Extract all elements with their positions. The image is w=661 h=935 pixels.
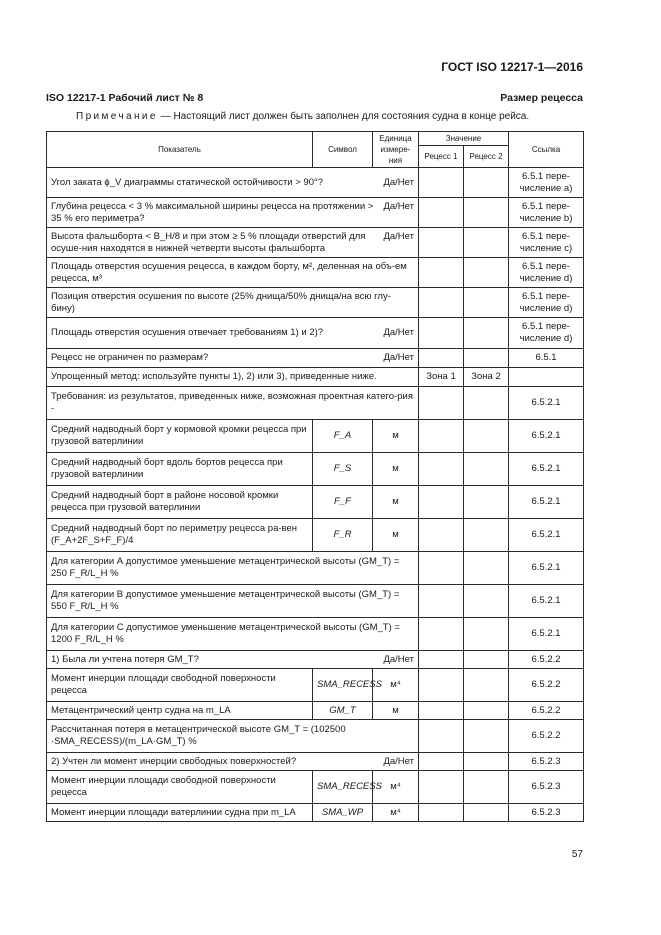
recess1-value-cell[interactable]: [419, 258, 464, 288]
recess1-value-cell[interactable]: [419, 387, 464, 420]
unit-inline: Да/Нет: [383, 352, 414, 363]
indicator-cell: Момент инерции площади свободной поверхности рецесса: [47, 669, 313, 702]
recess1-value-cell[interactable]: [419, 519, 464, 552]
ref-cell: 6.5.2.1: [509, 585, 584, 618]
indicator-text: Рассчитанная потеря в метацентрической высоте GM_T = (102500 ·SMA_RECESS)/(m_LA·GM_T) %: [51, 724, 346, 747]
table-row: [47, 453, 584, 486]
table-row: [47, 349, 584, 368]
col-recess2-header: Рецесс 2: [464, 146, 509, 168]
col-indicator-header: Показатель: [47, 132, 313, 168]
ref-cell: 6.5.2.1: [509, 453, 584, 486]
recess1-value-cell[interactable]: [419, 804, 464, 822]
recess2-value-cell[interactable]: [464, 585, 509, 618]
unit-inline: Да/Нет: [383, 176, 414, 188]
indicator-text: Глубина рецесса < 3 % максимальной ширины рецесса на протяжении > 35 % его периметра?: [51, 200, 374, 224]
indicator-text: Угол заката ϕ_V диаграммы статической остойчивости > 90°?: [51, 176, 324, 188]
symbol-cell: F_F: [313, 486, 373, 519]
table-row: [47, 771, 584, 804]
indicator-text: 1) Была ли учтена потеря GM_T?: [51, 653, 199, 665]
table-row: [47, 420, 584, 453]
recess1-value-cell[interactable]: [419, 453, 464, 486]
table-row: [47, 228, 584, 258]
recess1-value-cell[interactable]: [419, 585, 464, 618]
symbol-cell: GM_T: [313, 702, 373, 720]
unit-cell: м: [373, 453, 419, 486]
note-text: — Настоящий лист должен быть заполнен для состояния судна в конце рейса.: [157, 111, 530, 122]
indicator-cell: [47, 318, 419, 349]
indicator-text: Для категории В допустимое уменьшение метацентрической высоты (GM_T) = 550 F_R/L_H %: [51, 589, 400, 612]
indicator-text: Для категории А допустимое уменьшение метацентрической высоты (GM_T) = 250 F_R/L_H %: [51, 556, 400, 579]
unit-cell: м: [373, 702, 419, 720]
recess2-value-cell[interactable]: [464, 349, 509, 368]
recess2-value-cell[interactable]: [464, 228, 509, 258]
table-row: [47, 318, 584, 349]
table-header-row: [47, 132, 584, 146]
unit-inline: Да/Нет: [383, 200, 414, 212]
recess1-value-cell[interactable]: [419, 702, 464, 720]
indicator-cell: [47, 258, 419, 288]
ref-cell: 6.5.1: [509, 349, 584, 368]
indicator-cell: [47, 753, 419, 771]
unit-cell: м⁴: [373, 669, 419, 702]
ref-cell: 6.5.2.2: [509, 702, 584, 720]
unit-cell: м: [373, 519, 419, 552]
unit-cell: м⁴: [373, 804, 419, 822]
table-row: [47, 168, 584, 198]
indicator-text: Площадь отверстия осушения отвечает требованиям 1) и 2)?: [51, 327, 324, 338]
indicator-cell: Упрощенный метод: используйте пункты 1), 2) или 3), приведенные ниже.: [47, 368, 419, 387]
table-row: [47, 651, 584, 669]
indicator-text: Площадь отверстия осушения рецесса, в каждом борту, м², деленная на объ-ем рецесса, м³: [51, 260, 407, 284]
note-label: Примечание: [76, 111, 158, 122]
symbol-cell: F_A: [313, 420, 373, 453]
col-recess1-header: Рецесс 1: [419, 146, 464, 168]
table-row: [47, 519, 584, 552]
recess2-value-cell[interactable]: [464, 318, 509, 349]
worksheet-subject: Размер рецесса: [500, 92, 583, 104]
ref-cell: 6.5.2.1: [509, 519, 584, 552]
recess2-value-cell[interactable]: [464, 753, 509, 771]
recess2-value-cell[interactable]: [464, 258, 509, 288]
indicator-text: Рецесс не ограничен по размерам?: [51, 352, 209, 363]
recess2-value-cell[interactable]: [464, 486, 509, 519]
indicator-text: Позиция отверстия осушения по высоте (25% днища/50% днища/на всю глу-бину): [51, 290, 391, 314]
indicator-text: 2) Учтен ли момент инерции свободных поверхностей?: [51, 755, 297, 767]
zone1-label: Зона 1: [419, 368, 464, 387]
indicator-cell: Метацентрический центр судна на m_LA: [47, 702, 313, 720]
recess1-value-cell[interactable]: [419, 753, 464, 771]
indicator-cell: [47, 198, 419, 228]
indicator-cell: [47, 552, 419, 585]
table-row: [47, 720, 584, 753]
ref-cell: 6.5.2.3: [509, 753, 584, 771]
indicator-text: Для категории С допустимое уменьшение метацентрической высоты (GM_T) = 1200 F_R/L_H %: [51, 622, 400, 645]
unit-inline: Да/Нет: [383, 755, 414, 767]
symbol-cell: SMA_RECESS: [313, 771, 373, 804]
ref-cell: 6.5.1 пере-числение с): [509, 228, 584, 258]
indicator-cell: Момент инерции площади ватерлинии судна при m_LA: [47, 804, 313, 822]
table-row: [47, 486, 584, 519]
recess1-value-cell[interactable]: [419, 168, 464, 198]
recess1-value-cell[interactable]: [419, 720, 464, 753]
recess1-value-cell[interactable]: [419, 288, 464, 318]
recess2-value-cell[interactable]: [464, 771, 509, 804]
unit-cell: м: [373, 486, 419, 519]
recess2-value-cell[interactable]: [464, 453, 509, 486]
recess2-value-cell[interactable]: [464, 288, 509, 318]
ref-cell: 6.5.2.3: [509, 804, 584, 822]
recess2-value-cell[interactable]: [464, 168, 509, 198]
unit-inline: Да/Нет: [383, 653, 414, 665]
recess1-value-cell[interactable]: [419, 651, 464, 669]
recess2-value-cell[interactable]: [464, 702, 509, 720]
recess2-value-cell[interactable]: [464, 552, 509, 585]
ref-cell: 6.5.1 пере-числение b): [509, 198, 584, 228]
col-symbol-header: Символ: [313, 132, 373, 168]
indicator-cell: [47, 720, 419, 753]
indicator-cell: [47, 349, 419, 368]
ref-cell: [509, 368, 584, 387]
unit-cell: м⁴: [373, 771, 419, 804]
recess1-value-cell[interactable]: [419, 771, 464, 804]
indicator-cell: Средний надводный борт по периметру рецесса ра-вен (F_A+2F_S+F_F)/4: [47, 519, 313, 552]
symbol-cell: F_S: [313, 453, 373, 486]
recess2-value-cell[interactable]: [464, 387, 509, 420]
recess2-value-cell[interactable]: [464, 618, 509, 651]
recess2-value-cell[interactable]: [464, 651, 509, 669]
table-row: [47, 804, 584, 822]
recess1-value-cell[interactable]: [419, 552, 464, 585]
recess1-value-cell[interactable]: [419, 349, 464, 368]
ref-cell: 6.5.2.1: [509, 552, 584, 585]
indicator-cell: [47, 618, 419, 651]
table-row: [47, 702, 584, 720]
recess1-value-cell[interactable]: [419, 318, 464, 349]
ref-cell: 6.5.2.2: [509, 669, 584, 702]
recess2-value-cell[interactable]: [464, 198, 509, 228]
col-value-header: Значение: [419, 132, 509, 146]
table-row: [47, 618, 584, 651]
unit-cell: м: [373, 420, 419, 453]
indicator-cell: [47, 228, 419, 258]
indicator-cell: Момент инерции площади свободной поверхности рецесса: [47, 771, 313, 804]
table-row: [47, 198, 584, 228]
col-ref-header: Ссылка: [509, 132, 584, 168]
recess2-value-cell[interactable]: [464, 720, 509, 753]
indicator-cell: [47, 387, 419, 420]
symbol-cell: SMA_RECESS: [313, 669, 373, 702]
worksheet-table: [46, 131, 584, 822]
indicator-cell: [47, 288, 419, 318]
recess1-value-cell[interactable]: [419, 198, 464, 228]
recess1-value-cell[interactable]: [419, 486, 464, 519]
ref-cell: 6.5.2.1: [509, 486, 584, 519]
table-row: [47, 387, 584, 420]
indicator-cell: Средний надводный борт в районе носовой кромки рецесса при грузовой ватерлинии: [47, 486, 313, 519]
note: [76, 111, 529, 122]
table-row: [47, 368, 584, 387]
recess2-value-cell[interactable]: [464, 669, 509, 702]
table-row: [47, 585, 584, 618]
recess1-value-cell[interactable]: [419, 669, 464, 702]
indicator-cell: [47, 651, 419, 669]
ref-cell: 6.5.1 пере-числение d): [509, 288, 584, 318]
page-number: 57: [571, 849, 583, 860]
table-row: [47, 258, 584, 288]
ref-cell: 6.5.2.1: [509, 618, 584, 651]
col-unit-header: Единица измере-ния: [373, 132, 419, 168]
indicator-cell: [47, 585, 419, 618]
ref-cell: 6.5.2.1: [509, 420, 584, 453]
recess2-value-cell[interactable]: [464, 420, 509, 453]
ref-cell: 6.5.1 пере-числение d): [509, 258, 584, 288]
symbol-cell: F_R: [313, 519, 373, 552]
indicator-cell: Средний надводный борт у кормовой кромки рецесса при грузовой ватерлинии: [47, 420, 313, 453]
symbol-cell: SMA_WP: [313, 804, 373, 822]
ref-cell: 6.5.2.3: [509, 771, 584, 804]
recess1-value-cell[interactable]: [419, 618, 464, 651]
recess2-value-cell[interactable]: [464, 804, 509, 822]
recess1-value-cell[interactable]: [419, 420, 464, 453]
ref-cell: 6.5.1 пере-числение d): [509, 318, 584, 349]
indicator-cell: [47, 168, 419, 198]
table-row: [47, 552, 584, 585]
worksheet-title: ISO 12217-1 Рабочий лист № 8: [46, 92, 204, 104]
recess1-value-cell[interactable]: [419, 228, 464, 258]
indicator-cell: Средний надводный борт вдоль бортов рецесса при грузовой ватерлинии: [47, 453, 313, 486]
unit-inline: Да/Нет: [383, 230, 414, 242]
ref-cell: 6.5.2.2: [509, 720, 584, 753]
table-row: [47, 753, 584, 771]
indicator-text: Требования: из результатов, приведенных ниже, возможная проектная катего-рия -: [51, 391, 413, 414]
table-row: [47, 669, 584, 702]
ref-cell: 6.5.2.2: [509, 651, 584, 669]
unit-inline: Да/Нет: [383, 327, 414, 338]
zone2-label: Зона 2: [464, 368, 509, 387]
table-row: [47, 288, 584, 318]
ref-cell: 6.5.1 пере-числение а): [509, 168, 584, 198]
standard-code: ГОСТ ISO 12217-1—2016: [441, 60, 583, 74]
ref-cell: 6.5.2.1: [509, 387, 584, 420]
indicator-text: Высота фальшборта < B_H/8 и при этом ≥ 5 % площади отверстий для осуше-ния находятся в нижней четверти высоты фальшборта: [51, 230, 366, 254]
recess2-value-cell[interactable]: [464, 519, 509, 552]
